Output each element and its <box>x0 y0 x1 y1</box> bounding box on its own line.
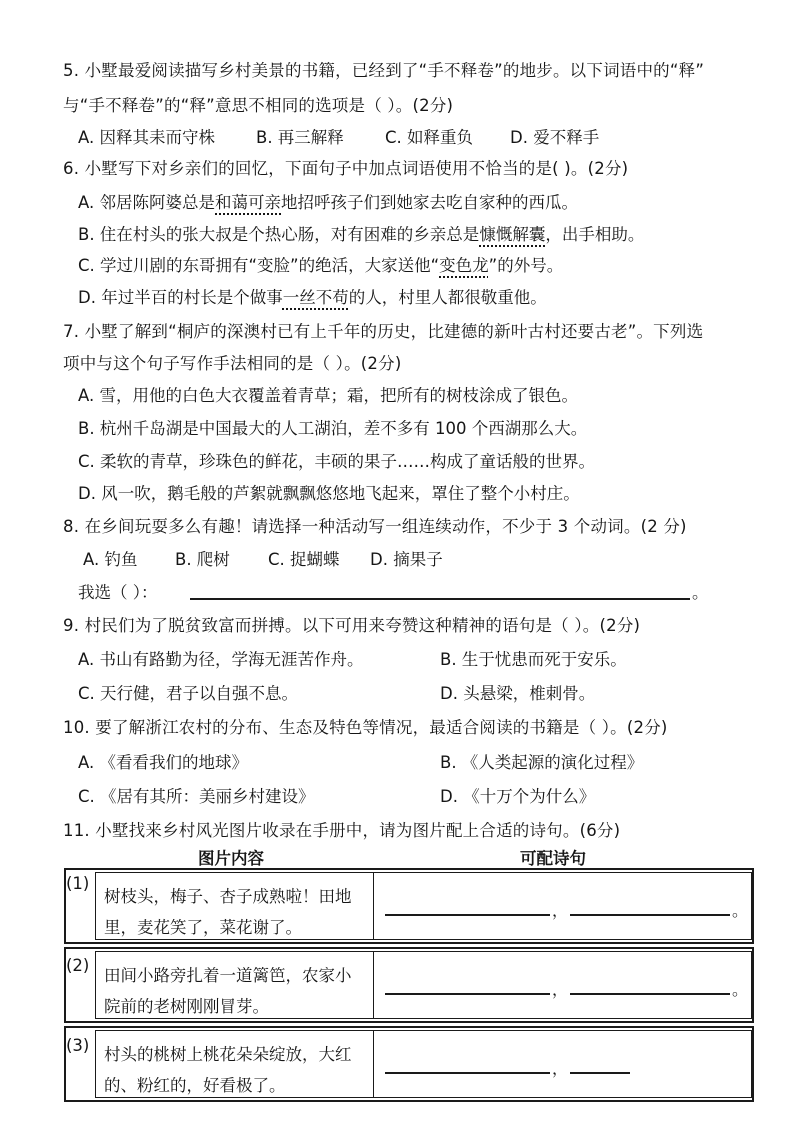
q11-row1-comma: ， <box>552 901 569 920</box>
q11-row2-period: 。 <box>732 980 749 999</box>
q9-option-a: A. 书山有路勤为径，学海无涯苦作舟。 <box>78 650 364 669</box>
q7-option-d: D. 风一吹，鹅毛般的芦絮就飘飘悠悠地飞起来，罩住了整个小村庄。 <box>78 484 580 503</box>
q11-row2-blank-1[interactable] <box>385 993 550 995</box>
q6-stem: 6. 小墅写下对乡亲们的回忆，下面句子中加点词语使用不恰当的是( )。(2分) <box>63 159 629 178</box>
q6-b-post: ，出手相助。 <box>545 225 645 244</box>
q6-d-post: 的人，村里人都很敬重他。 <box>348 288 547 307</box>
q6-d-pre: D. 年过半百的村长是个做事 <box>78 288 283 307</box>
q6-a-pre: A. 邻居陈阿婆总是 <box>78 193 215 212</box>
q6-option-a <box>78 189 578 213</box>
q10-stem: 10. 要了解浙江农村的分布、生态及特色等情况，最适合阅读的书籍是（ ）。(2分) <box>63 718 668 737</box>
q6-d-dotted-word: 一丝不苟 <box>282 288 349 307</box>
q11-row2-picture-text: 田间小路旁扎着一道篱笆，农家小院前的老树刚刚冒芽。 <box>95 951 374 1019</box>
q7-stem-line1: 7. 小墅了解到“桐庐的深澳村已有上千年的历史，比建德的新叶古村还要古老”。下列选 <box>63 322 704 341</box>
q9-option-d: D. 头悬梁，椎刺骨。 <box>440 684 596 703</box>
q11-row1-number: (1) <box>66 874 90 893</box>
q7-stem-line2: 项中与这个句子写作手法相同的是（ ）。(2分) <box>63 354 402 373</box>
q11-row3-comma: ， <box>552 1059 569 1078</box>
q9-option-b: B. 生于忧患而死于安乐。 <box>440 650 627 669</box>
q6-a-dotted-word: 和蔼可亲 <box>215 193 281 212</box>
q8-answer-blank[interactable] <box>190 598 690 600</box>
q11-row3-blank-1[interactable] <box>385 1072 550 1074</box>
q5-option-d: D. 爱不释手 <box>510 128 600 147</box>
q6-c-dotted-word: 变色龙 <box>439 256 489 275</box>
q11-row3-blank-2[interactable] <box>570 1072 630 1074</box>
q11-row1-period: 。 <box>732 901 749 920</box>
q11-row1-blank-1[interactable] <box>385 914 550 916</box>
q6-c-post: ”的外号。 <box>488 256 564 275</box>
q6-b-dotted-word: 慷慨解囊 <box>479 225 546 244</box>
q6-a-post: 地招呼孩子们到她家去吃自家种的西瓜。 <box>281 193 578 212</box>
q7-option-a: A. 雪，用他的白色大衣覆盖着青草；霜，把所有的树枝涂成了银色。 <box>78 386 578 405</box>
q8-option-a: A. 钓鱼 <box>83 550 138 569</box>
q7-option-b: B. 杭州千岛湖是中国最大的人工湖泊，差不多有 100 个西湖那么大。 <box>78 419 588 438</box>
q11-row1-picture-text: 树枝头，梅子、杏子成熟啦！田地里，麦花笑了，菜花谢了。 <box>95 872 374 940</box>
q9-stem: 9. 村民们为了脱贫致富而拼搏。以下可用来夸赞这种精神的语句是（ ）。(2分) <box>63 616 641 635</box>
q11-row2-number: (2) <box>66 956 90 975</box>
q11-col-poem-header: 可配诗句 <box>520 849 586 868</box>
q11-row3-picture-text: 村头的桃树上桃花朵朵绽放，大红的、粉红的，好看极了。 <box>95 1030 374 1098</box>
q6-c-pre: C. 学过川剧的东哥拥有“变脸”的绝活，大家送他“ <box>78 256 440 275</box>
q5-option-a: A. 因释其耒而守株 <box>78 128 215 147</box>
q7-option-c: C. 柔软的青草，珍珠色的鲜花，丰硕的果子……构成了童话般的世界。 <box>78 452 596 471</box>
q8-option-c: C. 捉蝴蝶 <box>268 550 340 569</box>
q8-stem: 8. 在乡间玩耍多么有趣！请选择一种活动写一组连续动作，不少于 3 个动词。(2 分) <box>63 517 687 536</box>
q11-row1-blank-2[interactable] <box>570 914 730 916</box>
q5-stem-line2: 与“手不释卷”的“释”意思不相同的选项是（ ）。(2分) <box>63 96 454 115</box>
q11-row3-number: (3) <box>66 1036 90 1055</box>
q8-option-d: D. 摘果子 <box>370 550 443 569</box>
q11-row2-blank-2[interactable] <box>570 993 730 995</box>
q6-option-d <box>78 284 547 308</box>
q6-b-pre: B. 住在村头的张大叔是个热心肠，对有困难的乡亲总是 <box>78 225 480 244</box>
q10-option-a: A. 《看看我们的地球》 <box>78 753 248 772</box>
q6-option-c <box>78 252 563 276</box>
q11-col-picture-header: 图片内容 <box>198 849 264 868</box>
q10-option-b: B. 《人类起源的演化过程》 <box>440 753 644 772</box>
q6-option-b <box>78 221 644 245</box>
q9-option-c: C. 天行健，君子以自强不息。 <box>78 684 299 703</box>
q10-option-c: C. 《居有其所：美丽乡村建设》 <box>78 787 315 806</box>
q10-option-d: D. 《十万个为什么》 <box>440 787 596 806</box>
q8-answer-end: 。 <box>692 583 709 602</box>
q8-option-b: B. 爬树 <box>175 550 230 569</box>
q5-option-c: C. 如释重负 <box>385 128 474 147</box>
q11-stem: 11. 小墅找来乡村风光图片收录在手册中，请为图片配上合适的诗句。(6分) <box>63 821 621 840</box>
q11-row2-comma: ， <box>552 980 569 999</box>
q8-answer-prefix: 我选（ ）： <box>78 583 158 602</box>
q5-option-b: B. 再三解释 <box>256 128 344 147</box>
q5-stem-line1: 5. 小墅最爱阅读描写乡村美景的书籍，已经到了“手不释卷”的地步。以下词语中的“释” <box>63 61 705 80</box>
